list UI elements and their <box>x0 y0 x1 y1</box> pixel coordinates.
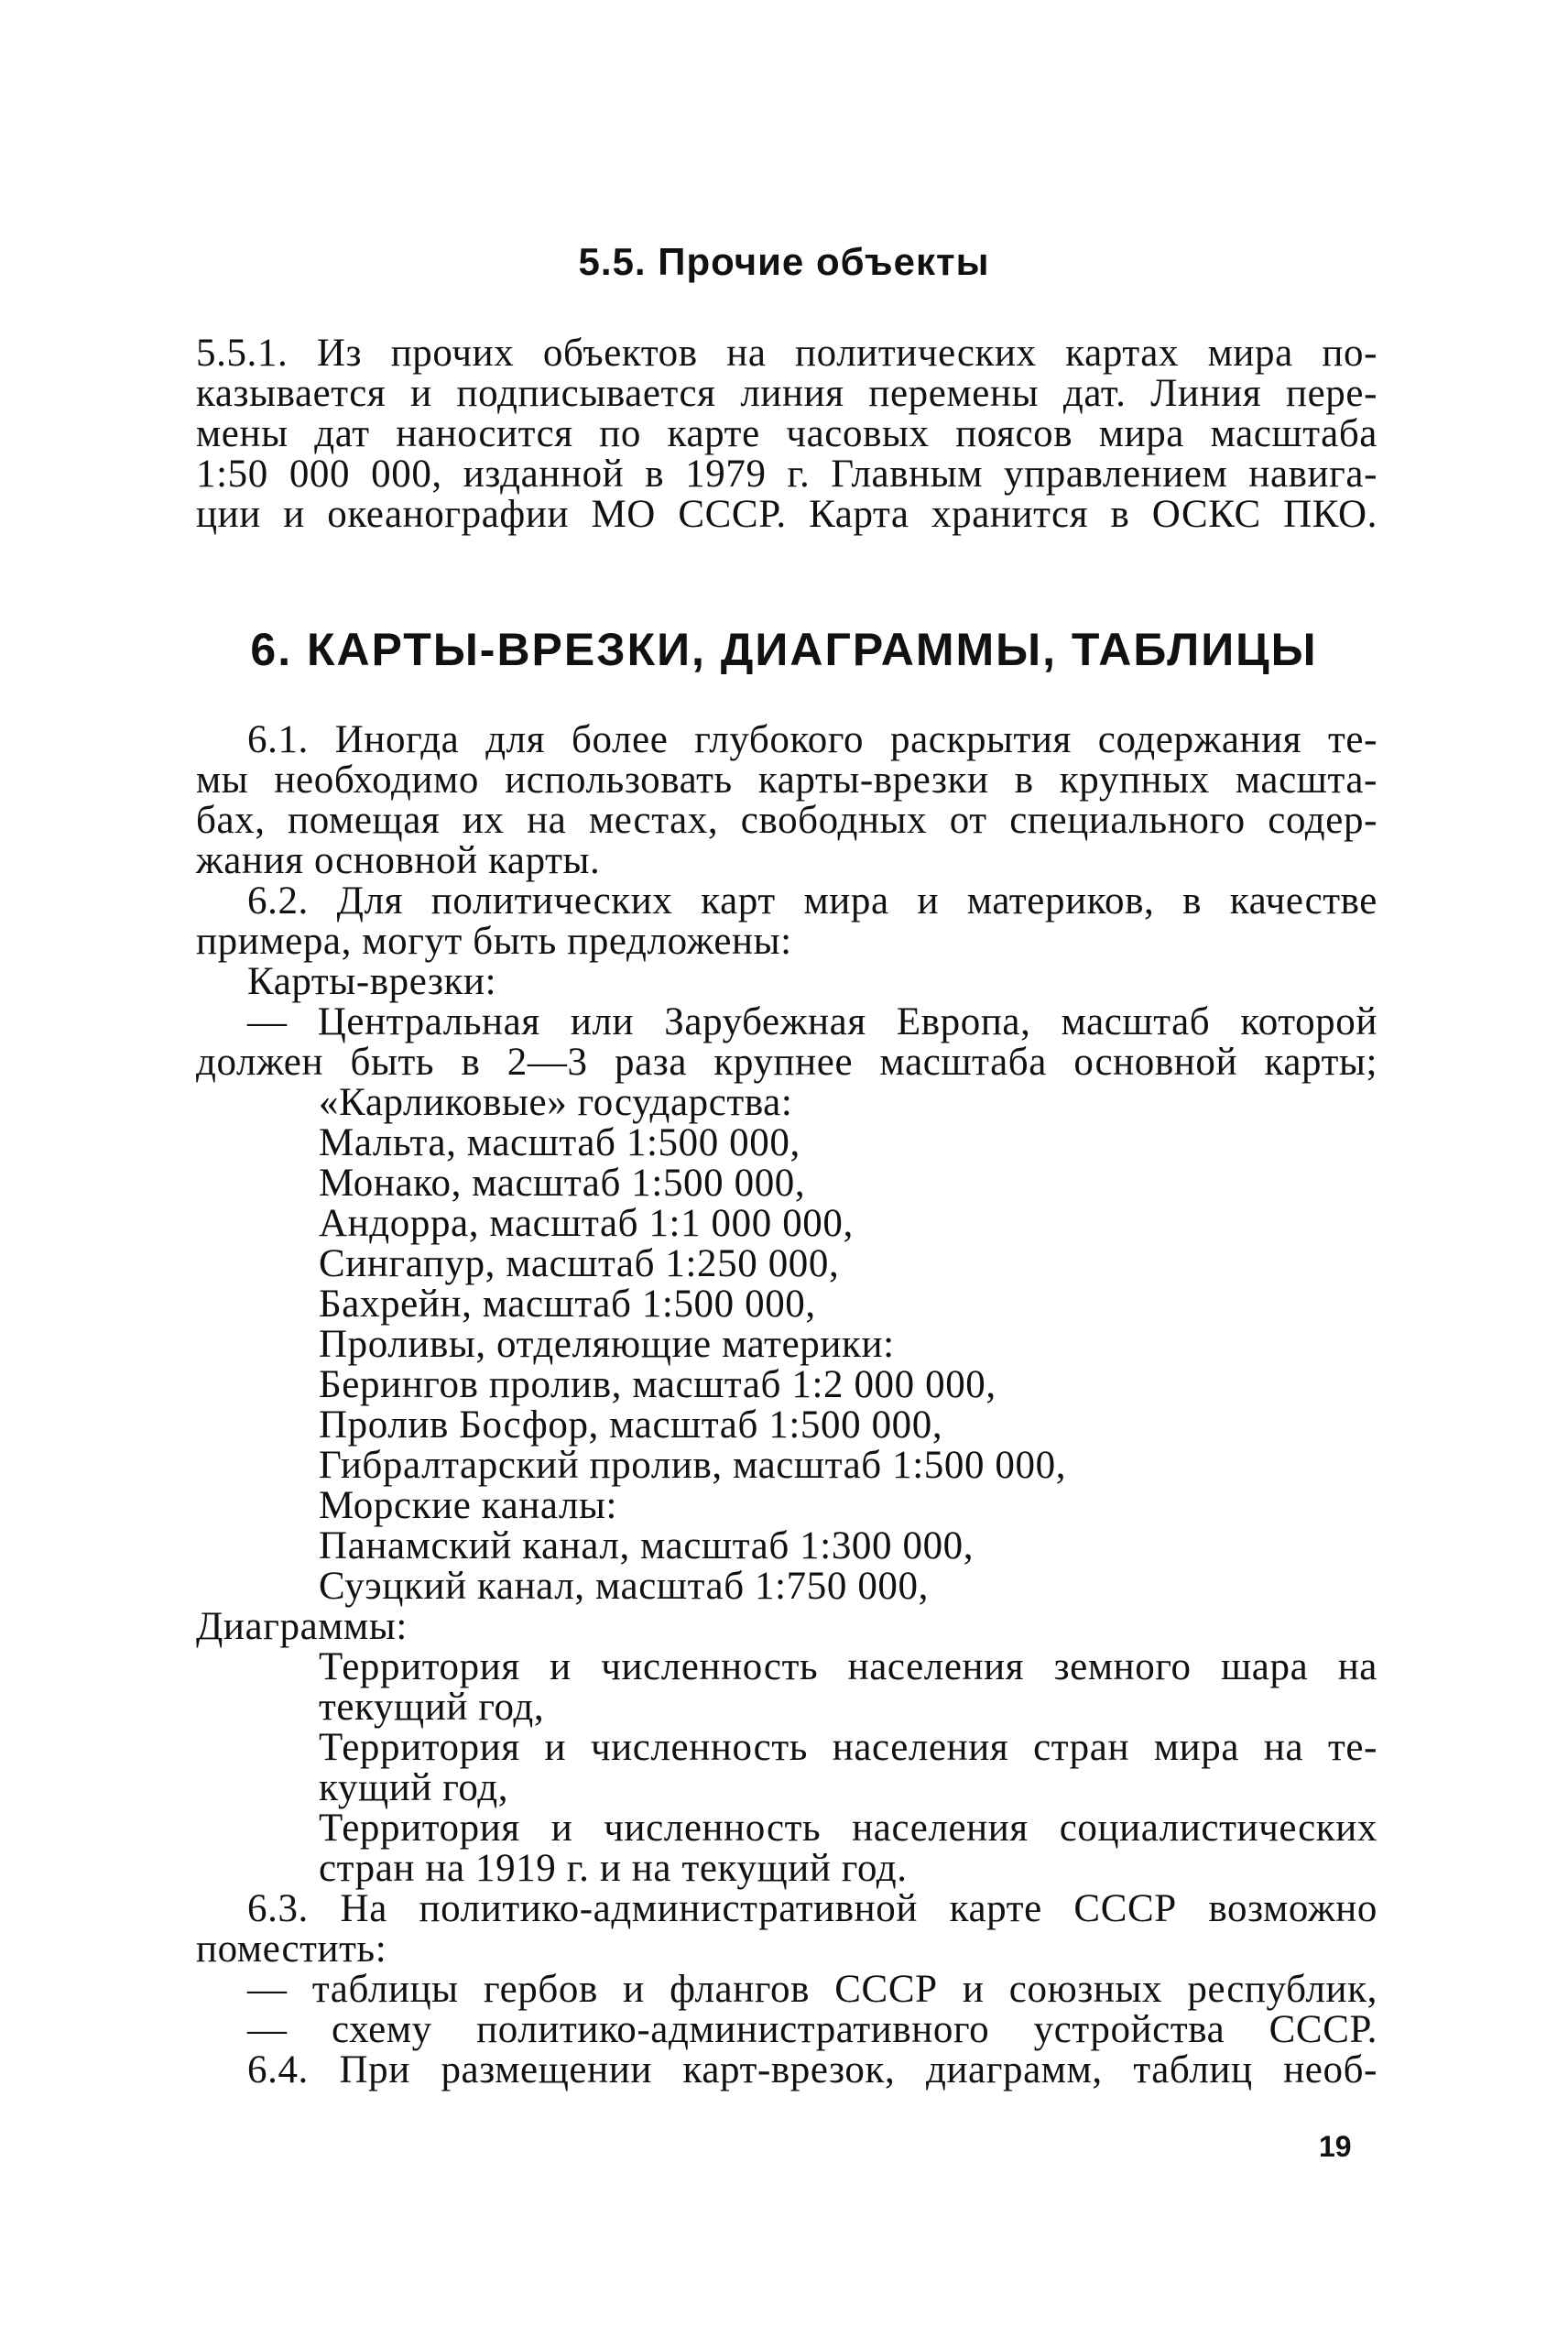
list-item: Монако, масштаб 1:500 000, <box>319 1162 806 1205</box>
paragraph-line: ции и океанографии МО СССР. Карта хранится в ОСКС ПКО. <box>196 493 1377 536</box>
paragraph-line: 5.5.1. Из прочих объектов на политических картах мира по- <box>196 332 1377 375</box>
list-item: Пролив Босфор, масштаб 1:500 000, <box>319 1403 943 1447</box>
paragraph-line: 6.1. Иногда для более глубокого раскрытия содержания те- <box>247 718 1377 761</box>
section-heading-6: 6. КАРТЫ-ВРЕЗКИ, ДИАГРАММЫ, ТАБЛИЦЫ <box>250 624 1318 675</box>
paragraph-line: казывается и подписывается линия перемены дат. Линия пере- <box>196 372 1377 415</box>
section-heading-5-5: 5.5. Прочие объекты <box>578 240 990 283</box>
page-number: 19 <box>1319 2130 1352 2163</box>
canals-label: Морские каналы: <box>319 1484 618 1527</box>
paragraph-line: 6.3. На политико-административной карте СССР возможно <box>247 1887 1377 1930</box>
list-item: Территория и численность населения социалистических <box>319 1807 1377 1850</box>
list-item: текущий год, <box>319 1686 545 1729</box>
list-item: стран на 1919 г. и на текущий год. <box>319 1847 908 1890</box>
list-item: Берингов пролив, масштаб 1:2 000 000, <box>319 1363 996 1406</box>
paragraph-line: мены дат наносится по карте часовых поясов мира масштаба <box>196 412 1377 455</box>
paragraph-line: жания основной карты. <box>196 839 601 882</box>
list-item: Андорра, масштаб 1:1 000 000, <box>319 1202 854 1245</box>
list-item: Территория и численность населения земного шара на <box>319 1645 1377 1688</box>
list-item: — схему политико-административного устройства СССР. <box>247 2008 1377 2051</box>
list-item: кущий год, <box>319 1766 509 1809</box>
paragraph-line: поместить: <box>196 1927 387 1971</box>
dwarf-states-label: «Карликовые» государства: <box>319 1081 793 1124</box>
paragraph-line: 6.4. При размещении карт-врезок, диаграмм, таблиц необ- <box>247 2048 1377 2091</box>
list-item: Сингапур, масштаб 1:250 000, <box>319 1242 840 1285</box>
paragraph-line: 1:50 000 000, изданной в 1979 г. Главным управлением навига- <box>196 453 1377 496</box>
list-item: Территория и численность населения стран мира на те- <box>319 1726 1377 1769</box>
straits-label: Проливы, отделяющие материки: <box>319 1323 895 1366</box>
list-item: Панамский канал, масштаб 1:300 000, <box>319 1524 975 1567</box>
list-item: — таблицы гербов и флангов СССР и союзных республик, <box>247 1968 1377 2011</box>
paragraph-line: мы необходимо использовать карты-врезки в крупных масшта- <box>196 759 1377 802</box>
list-item: Мальта, масштаб 1:500 000, <box>319 1121 800 1164</box>
list-item: — Центральная или Зарубежная Европа, масштаб которой <box>247 1000 1377 1043</box>
diagrams-label: Диаграммы: <box>196 1605 408 1648</box>
paragraph-line: примера, могут быть предложены: <box>196 920 792 963</box>
list-item: Суэцкий канал, масштаб 1:750 000, <box>319 1565 929 1608</box>
inset-maps-label: Карты-врезки: <box>247 960 497 1003</box>
paragraph-line: 6.2. Для политических карт мира и материков, в качестве <box>247 879 1377 923</box>
list-item: Бахрейн, масштаб 1:500 000, <box>319 1283 816 1326</box>
list-item: должен быть в 2—3 раза крупнее масштаба основной карты; <box>196 1041 1377 1084</box>
paragraph-line: бах, помещая их на местах, свободных от специального содер- <box>196 799 1377 842</box>
list-item: Гибралтарский пролив, масштаб 1:500 000, <box>319 1444 1067 1487</box>
